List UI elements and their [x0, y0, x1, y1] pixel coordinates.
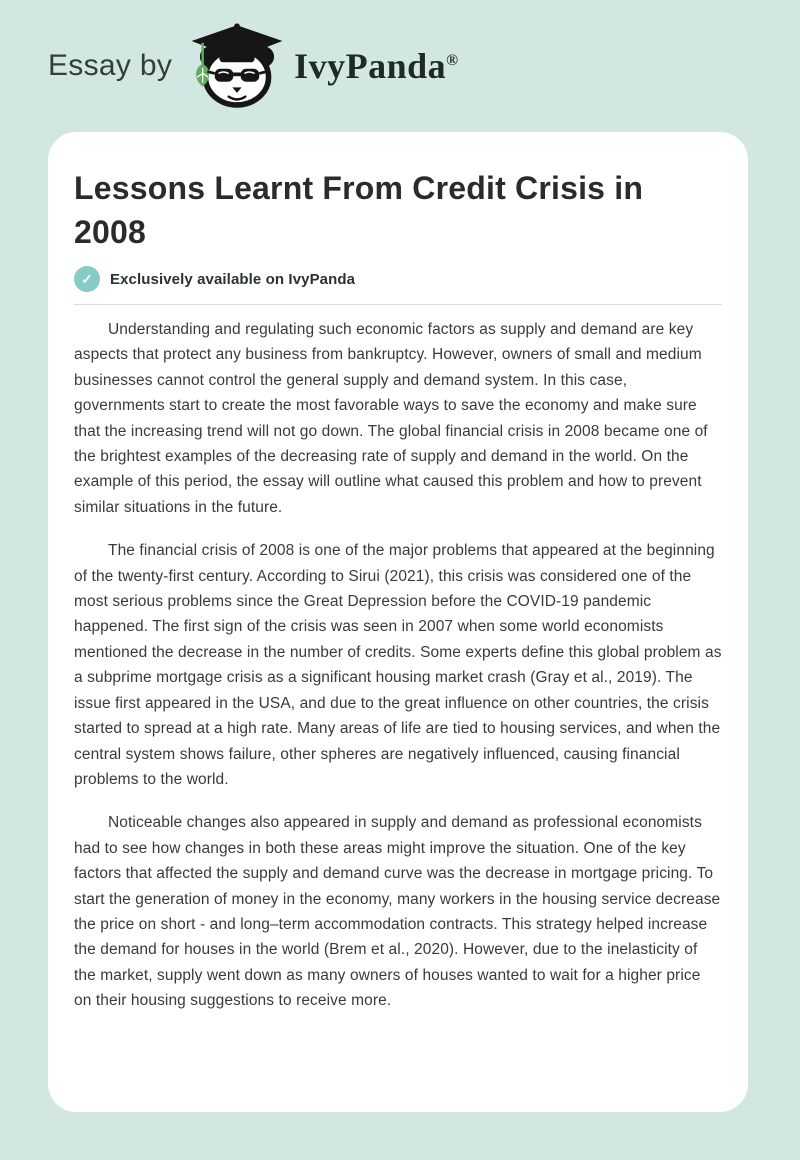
essay-paragraph: Understanding and regulating such economic factors as supply and demand are key aspects that protect any business from bankruptcy. However, owners of small and medium businesses cannot control the general supply and demand system. In this case, governments start to create the most favorable ways to save the economy and make sure that the increasing trend will not go down. The global financial crisis in 2008 became one of the brightest examples of the decreasing rate of supply and demand in the world. On the example of this period, the essay will outline what caused this problem and how to prevent similar situations in the future.	[74, 321, 708, 516]
page-title: Lessons Learnt From Credit Crisis in 2008	[74, 170, 644, 250]
brand-name: IvyPanda®	[294, 46, 459, 86]
essay-paragraph: The financial crisis of 2008 is one of the major problems that appeared at the beginning of the twenty-first century. According to Sirui (2021), this crisis was considered one of the most serious problems since the Great Depression before the COVID-19 pandemic happened. The first sign of the crisis was seen in 2007 when some world economists mentioned the decrease in the number of credits. Some experts define this global problem as a subprime mortgage crisis as a significant housing market crash (Gray et al., 2019). The issue first appeared in the USA, and due to the great influence on other countries, the crisis started to spread at a high rate. Many areas of life are tied to housing services, and when the central system shows failure, other spheres are negatively influenced, causing financial problems to the world.	[74, 542, 722, 788]
registered-mark: ®	[446, 52, 459, 69]
essay-by-label: Essay by	[48, 49, 173, 82]
availability-badge	[74, 266, 722, 292]
divider	[74, 304, 722, 305]
availability-label: Exclusively available on IvyPanda	[110, 270, 356, 288]
ivypanda-panda-logo-icon	[186, 20, 288, 112]
site-header	[0, 0, 800, 132]
essay-card	[48, 132, 748, 1112]
essay-body	[74, 317, 722, 1014]
essay-paragraph: Noticeable changes also appeared in supply and demand as professional economists had to see how changes in both these areas might improve the situation. One of the key factors that affected the supply and demand curve was the decrease in mortgage pricing. To start the generation of money in the economy, many workers in the housing service decrease the price on short - and long–term accommodation contracts. This strategy helped increase the demand for houses in the world (Brem et al., 2020). However, due to the inelasticity of the market, supply went down as many owners of houses wanted to wait for a higher price on their housing suggestions to receive more.	[74, 814, 721, 1010]
check-icon: ✓	[74, 266, 100, 292]
